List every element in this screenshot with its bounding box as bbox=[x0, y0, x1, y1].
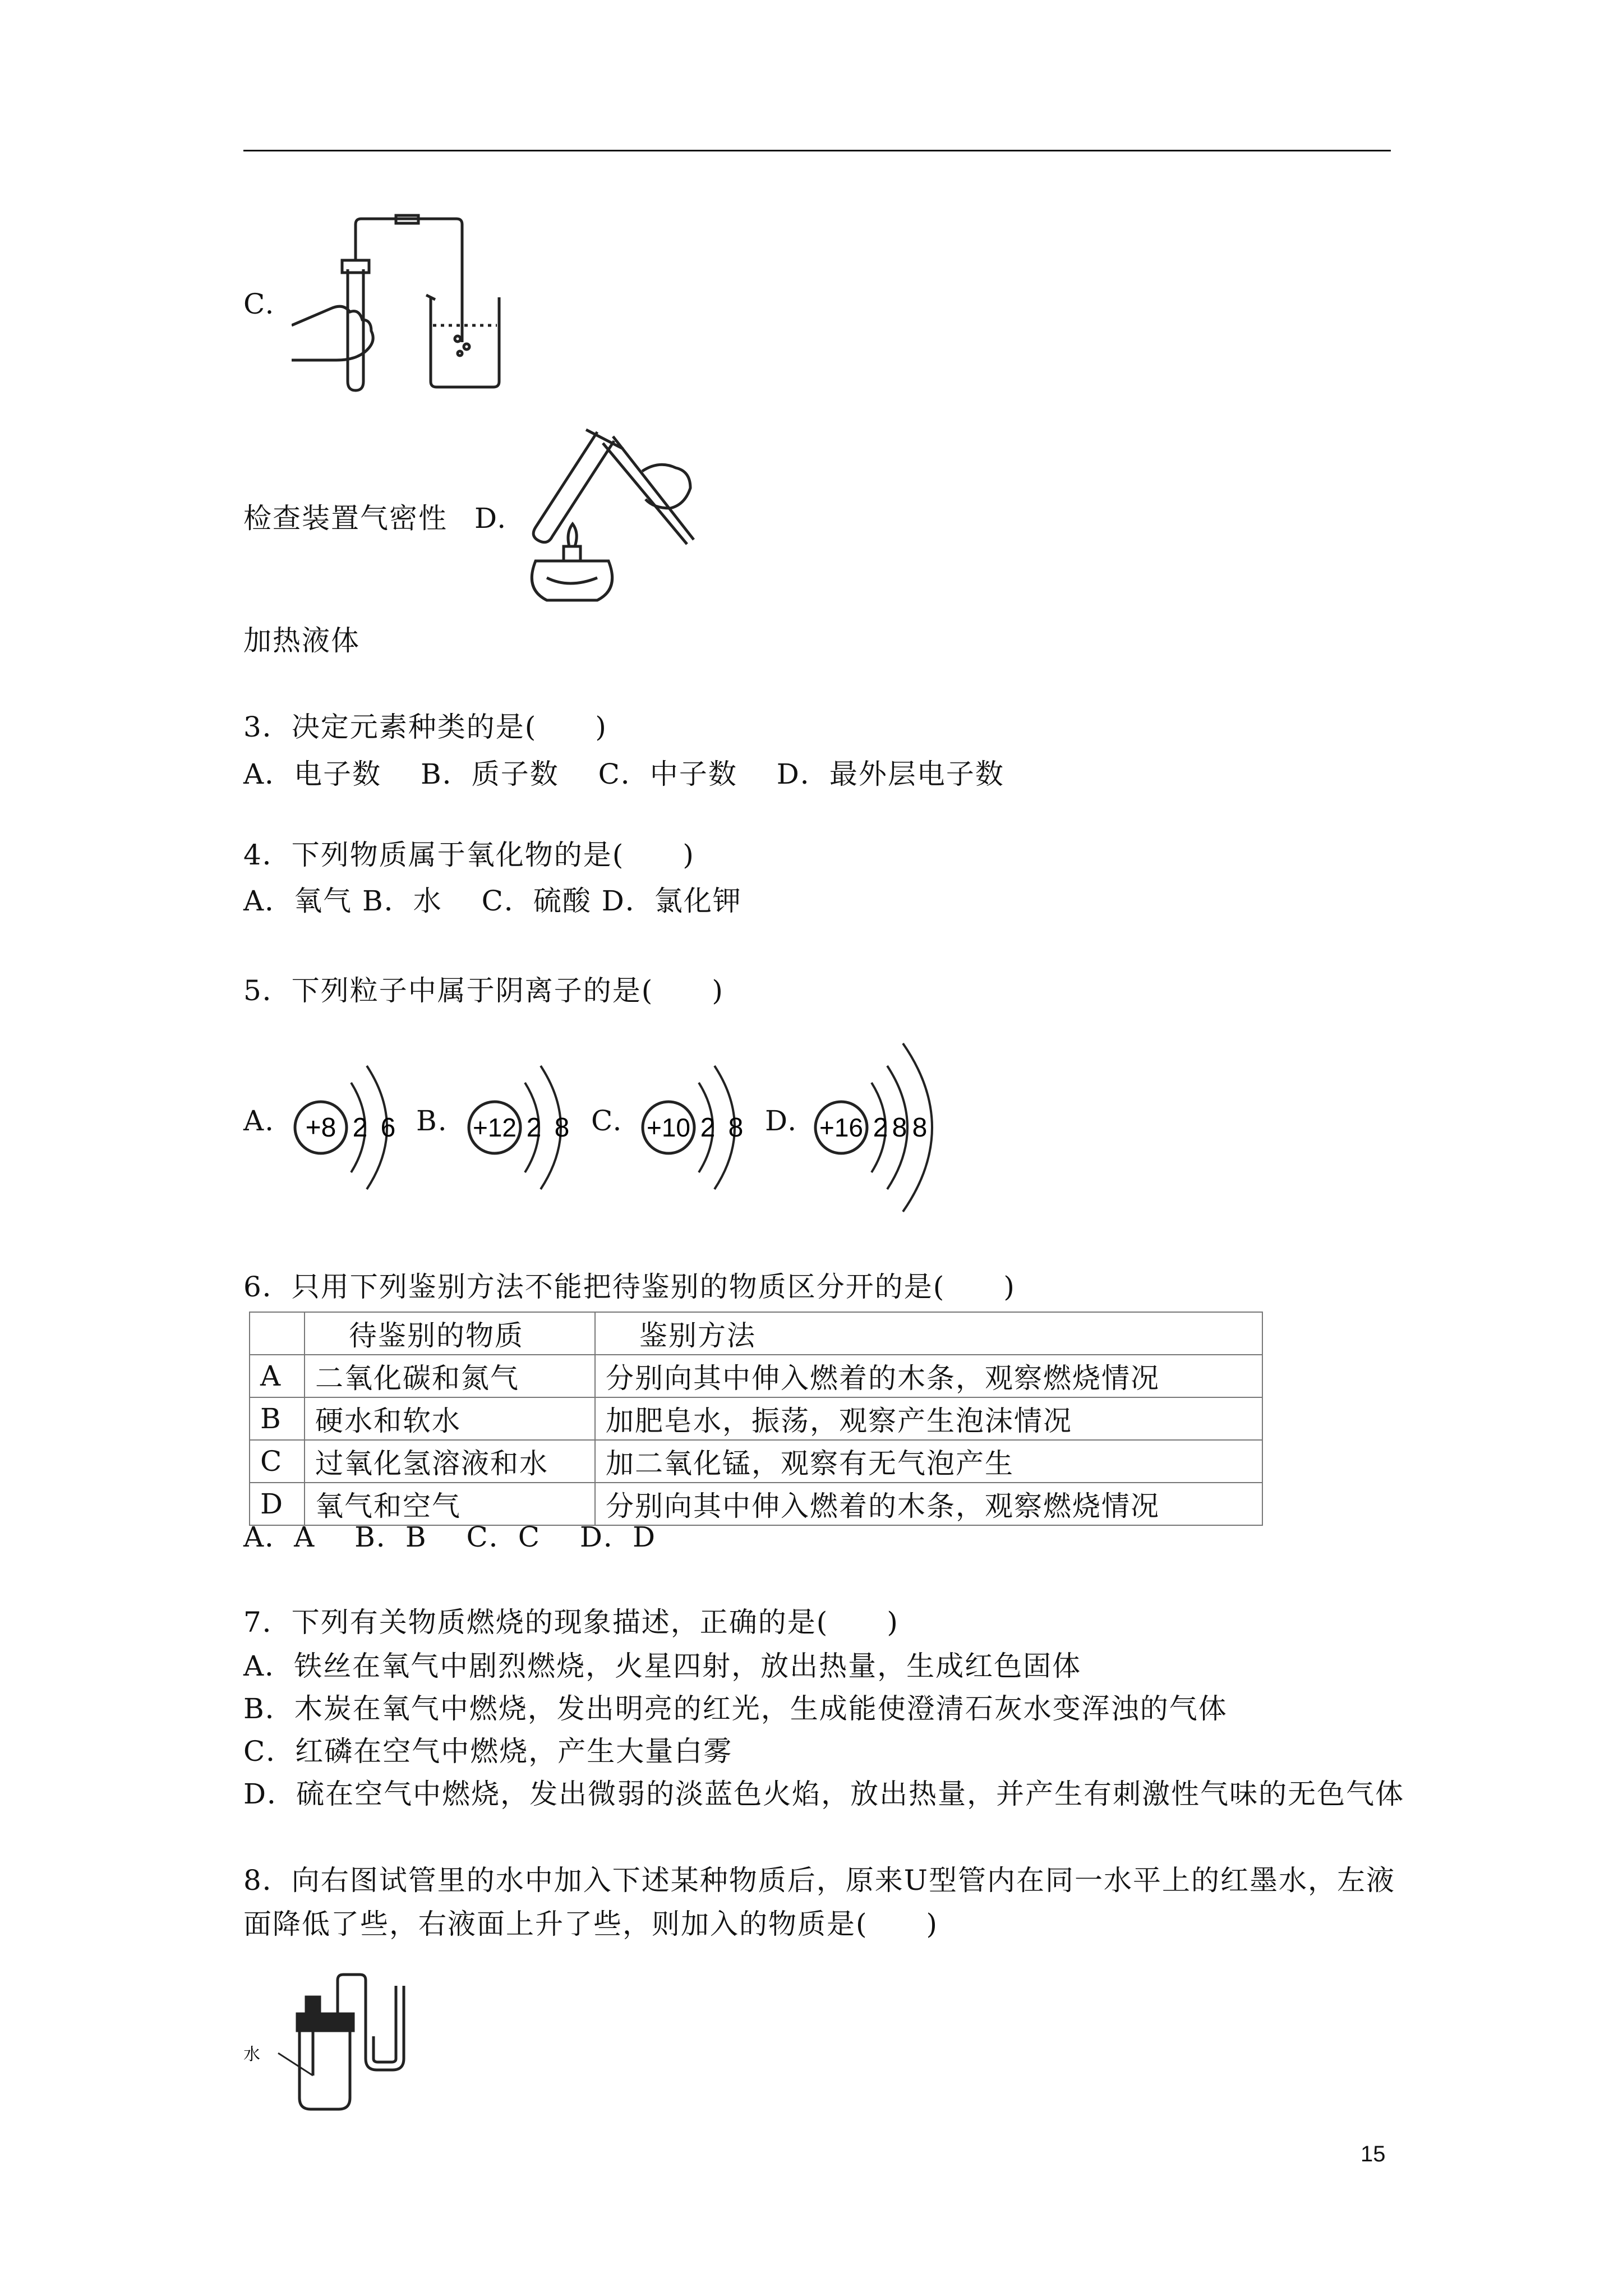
atom-structure-diagram-b bbox=[463, 1027, 592, 1228]
q5-option-d-label: D. bbox=[765, 1105, 798, 1137]
shell-electrons-b1: 2 bbox=[526, 1113, 542, 1143]
q7-stem: 7．下列有关物质燃烧的现象描述，正确的是( ) bbox=[243, 1606, 899, 1639]
nucleus-charge-c: +10 bbox=[646, 1113, 691, 1142]
q5-option-a-label: A. bbox=[243, 1105, 275, 1137]
q2-option-c-label: C. bbox=[243, 288, 275, 320]
shell-electrons-d3: 8 bbox=[912, 1113, 928, 1143]
q2-option-c-caption: 检查装置气密性 bbox=[243, 502, 448, 535]
q5-stem: 5．下列粒子中属于阴离子的是( ) bbox=[243, 974, 724, 1007]
q2-option-d-caption: 加热液体 bbox=[243, 624, 360, 657]
header-method: 鉴别方法 bbox=[639, 1319, 756, 1352]
q7-option-d: D．硫在空气中燃烧，发出微弱的淡蓝色火焰，放出热量，并产生有刺激性气味的无色气体 bbox=[243, 1778, 1405, 1810]
airtightness-apparatus-figure bbox=[292, 213, 583, 398]
water-label: 水 bbox=[243, 2045, 260, 2064]
atom-structure-diagram-d bbox=[810, 1015, 978, 1240]
table-header-cell bbox=[250, 1312, 305, 1355]
nucleus-charge-d: +16 bbox=[819, 1113, 864, 1142]
shell-electrons-a2: 6 bbox=[380, 1113, 396, 1143]
q5-option-b-label: B. bbox=[416, 1105, 448, 1137]
q8-stem-line2: 面降低了些，右液面上升了些，则加入的物质是( ) bbox=[243, 1908, 939, 1940]
table-header-cell bbox=[595, 1312, 1262, 1355]
table-row bbox=[250, 1397, 1262, 1440]
table-header-cell bbox=[305, 1312, 595, 1355]
table-row bbox=[250, 1355, 1262, 1397]
table-cell-method: 加肥皂水，振荡，观察产生泡沫情况 bbox=[595, 1397, 1262, 1440]
table-cell-option: B bbox=[250, 1397, 305, 1440]
shell-electrons-c2: 8 bbox=[728, 1113, 744, 1143]
nucleus-charge-a: +8 bbox=[305, 1113, 336, 1143]
q7-option-c: C．红磷在空气中燃烧，产生大量白雾 bbox=[243, 1735, 733, 1768]
table-cell-substance: 硬水和软水 bbox=[305, 1397, 595, 1440]
q3-options: A．电子数 B．质子数 C．中子数 D．最外层电子数 bbox=[243, 758, 1004, 790]
page-number: 15 bbox=[1361, 2142, 1386, 2166]
q6-stem: 6．只用下列鉴别方法不能把待鉴别的物质区分开的是( ) bbox=[243, 1271, 1016, 1303]
q4-stem: 4．下列物质属于氧化物的是( ) bbox=[243, 839, 695, 871]
table-row bbox=[250, 1440, 1262, 1483]
table-cell-option: C bbox=[250, 1440, 305, 1483]
table-header-row bbox=[250, 1312, 1262, 1355]
header-substance: 待鉴别的物质 bbox=[349, 1319, 524, 1352]
table-cell-substance: 过氧化氢溶液和水 bbox=[305, 1440, 595, 1483]
shell-electrons-d2: 8 bbox=[892, 1113, 907, 1143]
table-cell-option: A bbox=[250, 1355, 305, 1397]
shell-electrons-c1: 2 bbox=[700, 1113, 716, 1143]
q7-option-a: A．铁丝在氧气中剧烈燃烧，火星四射，放出热量，生成红色固体 bbox=[243, 1650, 1082, 1682]
q5-option-c-label: C. bbox=[591, 1105, 623, 1137]
u-tube-apparatus-figure bbox=[243, 1969, 457, 2115]
q4-options: A．氧气 B．水 C．硫酸 D．氯化钾 bbox=[243, 885, 742, 917]
table-cell-method: 分别向其中伸入燃着的木条，观察燃烧情况 bbox=[595, 1483, 1262, 1525]
table-cell-method: 加二氧化锰，观察有无气泡产生 bbox=[595, 1440, 1262, 1483]
table-cell-substance: 氧气和空气 bbox=[305, 1483, 595, 1525]
q7-option-b: B．木炭在氧气中燃烧，发出明亮的红光，生成能使澄清石灰水变浑浊的气体 bbox=[243, 1692, 1228, 1725]
q6-options: A．A B．B C．C D．D bbox=[243, 1521, 657, 1553]
q8-stem-line1: 8．向右图试管里的水中加入下述某种物质后，原来U型管内在同一水平上的红墨水，左液 bbox=[243, 1864, 1395, 1897]
atom-structure-diagram-c bbox=[637, 1027, 766, 1228]
atom-structure-diagram-a bbox=[289, 1027, 418, 1228]
shell-electrons-b2: 8 bbox=[554, 1113, 570, 1143]
heating-liquid-figure bbox=[513, 421, 749, 623]
nucleus-charge-b: +12 bbox=[472, 1113, 517, 1142]
table-cell-substance: 二氧化碳和氮气 bbox=[305, 1355, 595, 1397]
header-rule bbox=[243, 150, 1391, 151]
q3-stem: 3．决定元素种类的是( ) bbox=[243, 711, 607, 743]
table-cell-method: 分别向其中伸入燃着的木条，观察燃烧情况 bbox=[595, 1355, 1262, 1397]
shell-electrons-a1: 2 bbox=[352, 1113, 368, 1143]
q2-option-d-label: D. bbox=[474, 502, 508, 535]
q6-identification-table bbox=[249, 1312, 1263, 1526]
table-cell-option: D bbox=[250, 1483, 305, 1525]
shell-electrons-d1: 2 bbox=[873, 1113, 888, 1143]
